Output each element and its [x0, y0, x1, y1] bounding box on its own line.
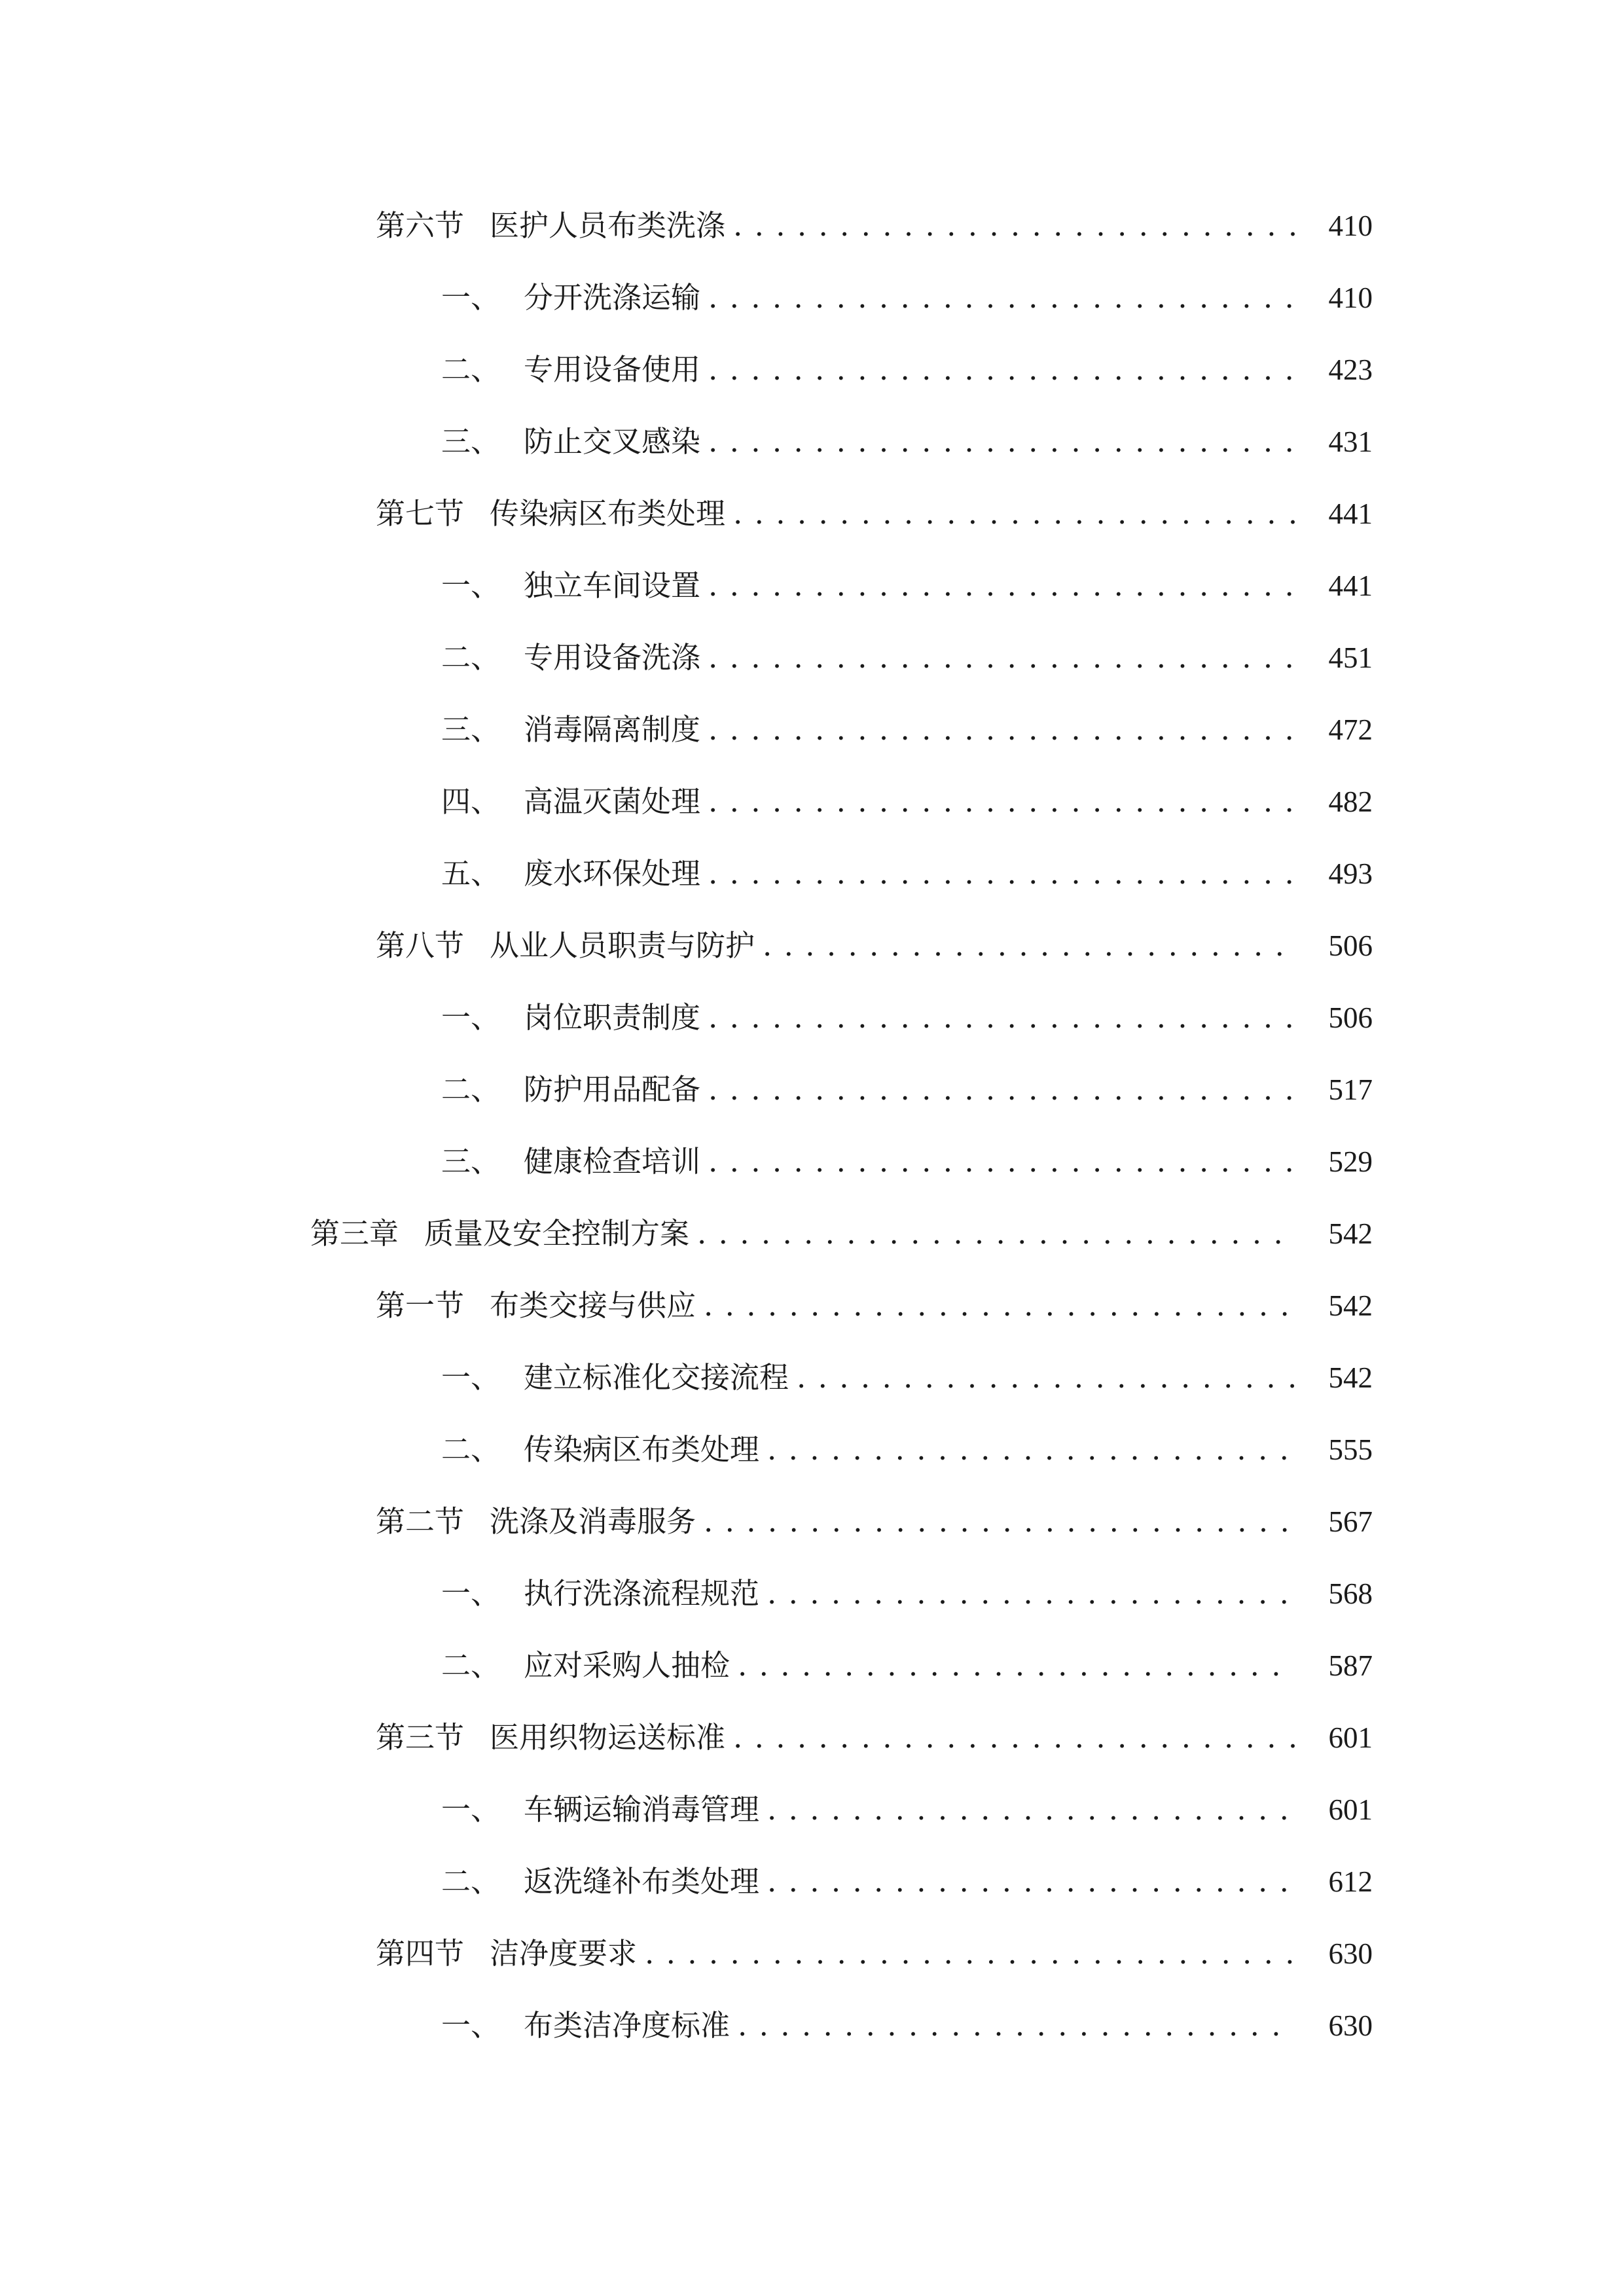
- toc-page-number: 568: [1328, 1577, 1373, 1610]
- toc-subsection-entry[interactable]: [0, 622, 1624, 694]
- toc-page-number: 542: [1328, 1361, 1373, 1394]
- toc-entry-title: 车辆运输消毒管理: [524, 1792, 760, 1827]
- toc-subsection-entry[interactable]: [0, 982, 1624, 1054]
- toc-entry-number: 第四节: [376, 1936, 465, 1971]
- toc-entry-number: 第二节: [376, 1504, 465, 1539]
- toc-dot-leader: [733, 190, 1295, 262]
- toc-dot-leader: [767, 1846, 1295, 1918]
- toc-dot-leader: [733, 1702, 1295, 1774]
- toc-entry-number: 第八节: [376, 928, 465, 963]
- toc-entry-number: 五、: [441, 856, 501, 891]
- toc-entry-number: 一、: [441, 1360, 501, 1395]
- toc-page-number: 555: [1328, 1433, 1373, 1466]
- toc-entry-title: 传染病区布类处理: [490, 496, 726, 531]
- toc-dot-leader: [733, 478, 1295, 550]
- toc-subsection-entry[interactable]: [0, 1558, 1624, 1630]
- toc-entry-title: 防护用品配备: [524, 1072, 701, 1107]
- toc-entry-title: 健康检查培训: [524, 1144, 701, 1179]
- toc-dot-leader: [708, 766, 1295, 838]
- toc-dot-leader: [645, 1918, 1295, 1990]
- toc-subsection-entry[interactable]: [0, 406, 1624, 478]
- toc-dot-leader: [797, 1342, 1295, 1414]
- toc-page-number: 431: [1328, 425, 1373, 458]
- toc-page-number: 493: [1328, 857, 1373, 890]
- toc-dot-leader: [738, 1630, 1295, 1702]
- toc-page-number: 482: [1328, 785, 1373, 818]
- toc-entry-number: 二、: [441, 352, 501, 387]
- toc-dot-leader: [704, 1486, 1295, 1558]
- toc-chapter-entry[interactable]: [0, 1198, 1624, 1270]
- toc-entry-title: 医用织物运送标准: [490, 1720, 726, 1755]
- toc-entry-title: 废水环保处理: [524, 856, 701, 891]
- toc-page-number: 630: [1328, 1937, 1373, 1970]
- toc-subsection-entry[interactable]: [0, 1126, 1624, 1198]
- toc-subsection-entry[interactable]: [0, 1846, 1624, 1918]
- toc-entry-number: 一、: [441, 1000, 501, 1035]
- toc-subsection-entry[interactable]: [0, 1054, 1624, 1126]
- toc-page-number: 529: [1328, 1145, 1373, 1178]
- toc-page-number: 410: [1328, 209, 1373, 242]
- toc-entry-title: 应对采购人抽检: [524, 1648, 731, 1683]
- toc-subsection-entry[interactable]: [0, 550, 1624, 622]
- toc-subsection-entry[interactable]: [0, 262, 1624, 334]
- toc-entry-number: 一、: [441, 1576, 501, 1611]
- toc-entry-title: 洁净度要求: [490, 1936, 638, 1971]
- toc-page-number: 441: [1328, 569, 1373, 602]
- toc-entry-title: 从业人员职责与防护: [490, 928, 755, 963]
- toc-subsection-entry[interactable]: [0, 766, 1624, 838]
- toc-entry-number: 四、: [441, 784, 501, 819]
- toc-dot-leader: [708, 1126, 1295, 1198]
- toc-section-entry[interactable]: [0, 910, 1624, 982]
- toc-subsection-entry[interactable]: [0, 1342, 1624, 1414]
- toc-entry-number: 第一节: [376, 1288, 465, 1323]
- toc-subsection-entry[interactable]: [0, 838, 1624, 910]
- toc-dot-leader: [708, 694, 1295, 766]
- toc-page-number: 587: [1328, 1649, 1373, 1682]
- toc-entry-title: 医护人员布类洗涤: [490, 208, 726, 243]
- toc-entry-number: 二、: [441, 1864, 501, 1899]
- toc-entry-number: 第三节: [376, 1720, 465, 1755]
- toc-page-number: 567: [1328, 1505, 1373, 1538]
- toc-entry-number: 第六节: [376, 208, 465, 243]
- toc-entry-title: 防止交叉感染: [524, 424, 701, 459]
- toc-entry-number: 一、: [441, 280, 501, 315]
- toc-dot-leader: [704, 1270, 1295, 1342]
- toc-page-number: 506: [1328, 929, 1373, 962]
- toc-entry-number: 二、: [441, 1432, 501, 1467]
- toc-page-number: 630: [1328, 2009, 1373, 2042]
- toc-entry-title: 传染病区布类处理: [524, 1432, 760, 1467]
- toc-page-number: 542: [1328, 1289, 1373, 1322]
- toc-page-number: 451: [1328, 641, 1373, 674]
- toc-dot-leader: [708, 550, 1295, 622]
- toc-entry-number: 第七节: [376, 496, 465, 531]
- toc-entry-number: 第三章: [310, 1216, 399, 1251]
- toc-entry-title: 建立标准化交接流程: [524, 1360, 789, 1395]
- toc-section-entry[interactable]: [0, 190, 1624, 262]
- toc-dot-leader: [767, 1414, 1295, 1486]
- toc-subsection-entry[interactable]: [0, 1414, 1624, 1486]
- toc-section-entry[interactable]: [0, 1270, 1624, 1342]
- toc-subsection-entry[interactable]: [0, 334, 1624, 406]
- toc-dot-leader: [708, 1054, 1295, 1126]
- toc-entry-number: 一、: [441, 568, 501, 603]
- toc-section-entry[interactable]: [0, 1918, 1624, 1990]
- toc-entry-title: 分开洗涤运输: [524, 280, 701, 315]
- toc-entry-title: 返洗缝补布类处理: [524, 1864, 760, 1899]
- toc-entry-number: 二、: [441, 1648, 501, 1683]
- toc-dot-leader: [708, 622, 1295, 694]
- toc-page-number: 506: [1328, 1001, 1373, 1034]
- toc-page-number: 517: [1328, 1073, 1373, 1106]
- toc-dot-leader: [708, 982, 1295, 1054]
- toc-page-number: 472: [1328, 713, 1373, 746]
- toc-page-number: 601: [1328, 1793, 1373, 1826]
- toc-entry-number: 二、: [441, 1072, 501, 1107]
- toc-entry-number: 一、: [441, 2008, 501, 2043]
- toc-subsection-entry[interactable]: [0, 694, 1624, 766]
- toc-subsection-entry[interactable]: [0, 1990, 1624, 2062]
- toc-section-entry[interactable]: [0, 478, 1624, 550]
- table-of-contents: [0, 190, 1624, 2062]
- toc-subsection-entry[interactable]: [0, 1630, 1624, 1702]
- toc-page-number: 612: [1328, 1865, 1373, 1898]
- toc-entry-title: 独立车间设置: [524, 568, 701, 603]
- toc-entry-number: 一、: [441, 1792, 501, 1827]
- toc-section-entry[interactable]: [0, 1486, 1624, 1558]
- toc-section-entry[interactable]: [0, 1702, 1624, 1774]
- toc-entry-title: 专用设备使用: [524, 352, 701, 387]
- toc-dot-leader: [767, 1558, 1295, 1630]
- toc-page-number: 410: [1328, 281, 1373, 314]
- toc-entry-number: 二、: [441, 640, 501, 675]
- toc-entry-title: 岗位职责制度: [524, 1000, 701, 1035]
- toc-page-number: 542: [1328, 1217, 1373, 1250]
- toc-entry-title: 质量及安全控制方案: [424, 1216, 690, 1251]
- toc-subsection-entry[interactable]: [0, 1774, 1624, 1846]
- toc-entry-number: 三、: [441, 424, 501, 459]
- toc-page-number: 601: [1328, 1721, 1373, 1754]
- toc-page-number: 441: [1328, 497, 1373, 530]
- toc-entry-title: 洗涤及消毒服务: [490, 1504, 696, 1539]
- toc-dot-leader: [697, 1198, 1295, 1270]
- toc-entry-title: 布类洁净度标准: [524, 2008, 731, 2043]
- toc-dot-leader: [763, 910, 1295, 982]
- toc-entry-title: 专用设备洗涤: [524, 640, 701, 675]
- toc-dot-leader: [708, 262, 1295, 334]
- toc-dot-leader: [708, 334, 1295, 406]
- toc-entry-title: 高温灭菌处理: [524, 784, 701, 819]
- toc-dot-leader: [738, 1990, 1295, 2062]
- toc-dot-leader: [767, 1774, 1295, 1846]
- toc-dot-leader: [708, 838, 1295, 910]
- toc-entry-title: 消毒隔离制度: [524, 712, 701, 747]
- toc-entry-number: 三、: [441, 712, 501, 747]
- toc-entry-title: 执行洗涤流程规范: [524, 1576, 760, 1611]
- toc-page-number: 423: [1328, 353, 1373, 386]
- toc-entry-number: 三、: [441, 1144, 501, 1179]
- toc-dot-leader: [708, 406, 1295, 478]
- toc-entry-title: 布类交接与供应: [490, 1288, 696, 1323]
